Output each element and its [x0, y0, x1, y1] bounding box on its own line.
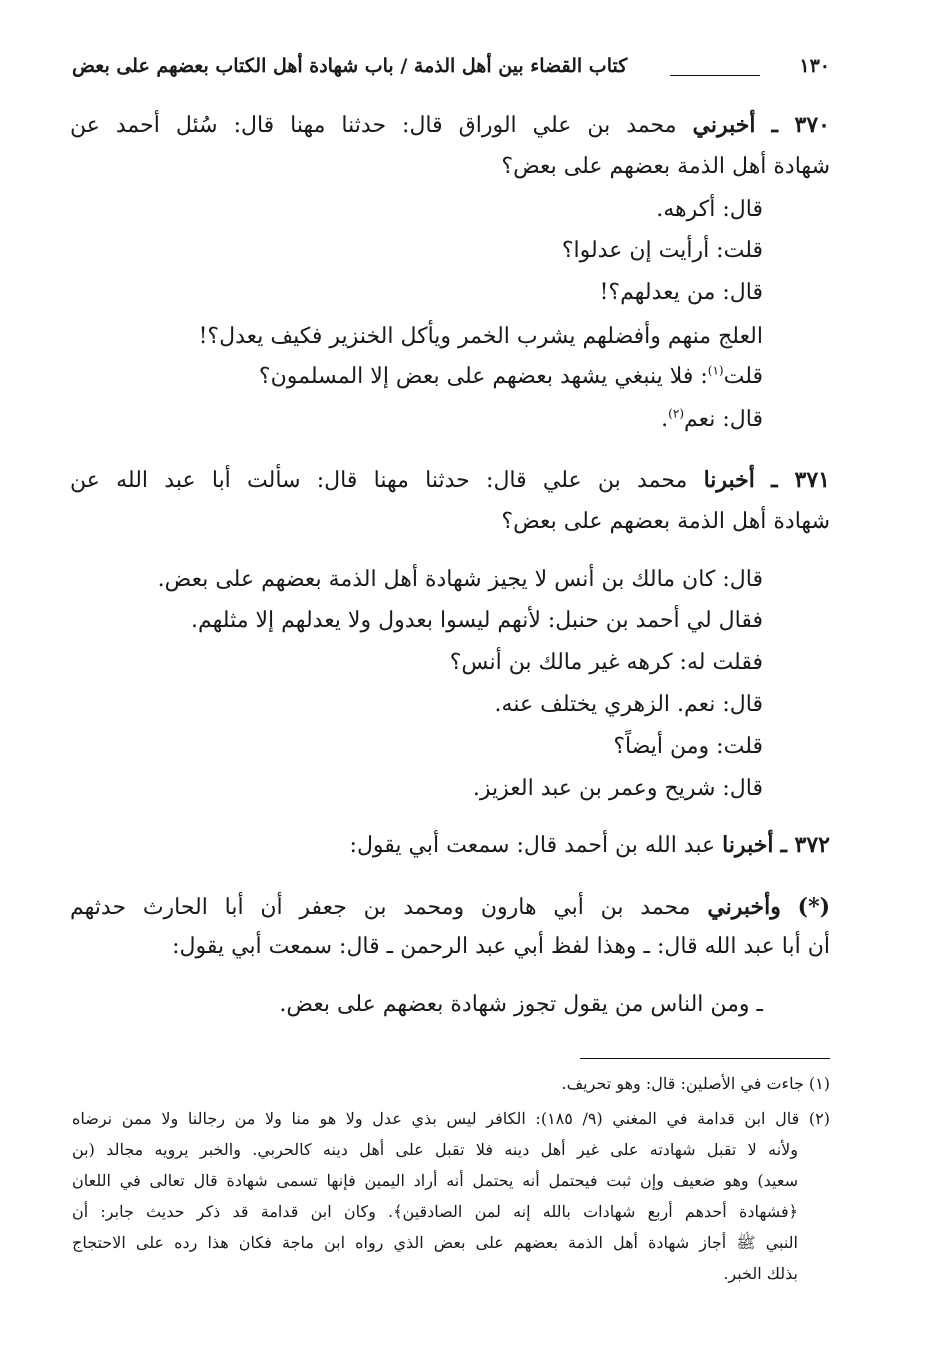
page-header [72, 55, 830, 85]
entry-text: محمد بن علي الوراق قال: حدثنا مهنا قال: سُئل أحمد عن [70, 113, 677, 138]
entry-lead: أخبرني [692, 112, 756, 138]
dialogue-line: قال: شريح وعمر بن عبد العزيز. [472, 776, 763, 801]
entry-star-line-1 [70, 892, 830, 923]
question-prefix: قلت [723, 364, 763, 389]
entry-lead: أخبرنا [703, 467, 755, 493]
dialogue-line: قال: أكرهه. [656, 197, 763, 222]
entry-370-line-1 [70, 110, 830, 141]
entry-lead: أخبرنا [722, 832, 774, 858]
entry-text: محمد بن أبي هارون ومحمد بن جعفر أن أبا الحارث حدثهم [70, 895, 691, 920]
dialogue-line: قلت: ومن أيضاً؟ [613, 734, 763, 759]
page-number: ١٣٠ [799, 55, 830, 77]
entry-372-line-1 [350, 830, 830, 861]
entry-text: محمد بن علي قال: حدثنا مهنا قال: سألت أبا عبد الله عن [70, 468, 688, 493]
footnote-2-line: ولأنه لا تقبل شهادته على غير أهل دينه فلا تقبل على أهل دينه كالحربي. والخبر يرويه مجالد (بن [72, 1140, 798, 1159]
footnote-ref-1: (١) [707, 363, 724, 378]
footnote-1: (١) جاءت في الأصلين: قال: وهو تحريف. [561, 1074, 830, 1093]
entry-text: عبد الله بن أحمد قال: سمعت أبي يقول: [349, 833, 716, 858]
footnote-2-line: (٢) قال ابن قدامة في المغني (٩/ ١٨٥): الكافر ليس بذي عدل ولا هو منا ولا من رجالنا ولا ممن نرضاه [72, 1109, 831, 1128]
dialogue-line-footnoted [661, 405, 763, 435]
footnote-2-line: النبي ﷺ أجاز شهادة أهل الذمة بعضهم على بعض الذي رواه ابن ماجة فكان هذا رده على الاحتجاج [72, 1233, 798, 1252]
answer-text: قال: نعم [684, 407, 763, 432]
entry-371-line-2: شهادة أهل الذمة بعضهم على بعض؟ [501, 509, 830, 534]
entry-371-line-1 [70, 465, 830, 496]
entry-star-line-3: ـ ومن الناس من يقول تجوز شهادة بعضهم على بعض. [279, 992, 763, 1017]
entry-370-line-2: شهادة أهل الذمة بعضهم على بعض؟ [501, 154, 830, 179]
entry-number: ٣٧٢ ـ [780, 832, 830, 858]
dialogue-line: قلت: أرأيت إن عدلوا؟ [561, 238, 763, 263]
header-rule [670, 75, 760, 76]
dialogue-line: العلج منهم وأفضلهم يشرب الخمر ويأكل الخنزير فكيف يعدل؟! [198, 324, 763, 349]
entry-number: ٣٧٠ ـ [771, 112, 830, 138]
dialogue-line: قال: كان مالك بن أنس لا يجيز شهادة أهل الذمة بعضهم على بعض. [157, 567, 763, 592]
entry-lead: وأخبرني [707, 894, 781, 920]
dialogue-line: قال: نعم. الزهري يختلف عنه. [494, 692, 763, 717]
entry-marker: (*) [797, 894, 830, 920]
running-title: كتاب القضاء بين أهل الذمة / باب شهادة أهل الكتاب بعضهم على بعض [72, 55, 628, 77]
footnote-2-line: بذلك الخبر. [723, 1264, 798, 1283]
footnote-rule [580, 1058, 830, 1059]
entry-number: ٣٧١ ـ [771, 467, 830, 493]
dialogue-line: فقال لي أحمد بن حنبل: لأنهم ليسوا بعدول ولا يعدلهم إلا مثلهم. [191, 608, 763, 633]
footnote-2-line: ﴿فشهادة أحدهم أربع شهادات بالله إنه لمن الصادقين﴾. وكان ابن قدامة قد ذكر حديث جابر: أن [72, 1202, 799, 1221]
entry-star-line-2: أن أبا عبد الله قال: ـ وهذا لفظ أبي عبد الرحمن ـ قال: سمعت أبي يقول: [172, 934, 830, 959]
dialogue-line: فقلت له: كرهه غير مالك بن أنس؟ [449, 650, 763, 675]
footnote-2-line: سعيد) وهو ضعيف وإن ثبت فيحتمل أنه يحتمل أنه أراد اليمين فإنها تسمى شهادة قال تعالى في اللعان [72, 1171, 798, 1190]
dialogue-line: قال: من يعدلهم؟! [599, 280, 763, 305]
question-text: : فلا ينبغي يشهد بعضهم على بعض إلا المسلمون؟ [258, 364, 708, 389]
dialogue-line-footnoted [259, 362, 763, 392]
answer-end: . [661, 407, 669, 432]
footnote-ref-2: (٢) [668, 406, 684, 421]
